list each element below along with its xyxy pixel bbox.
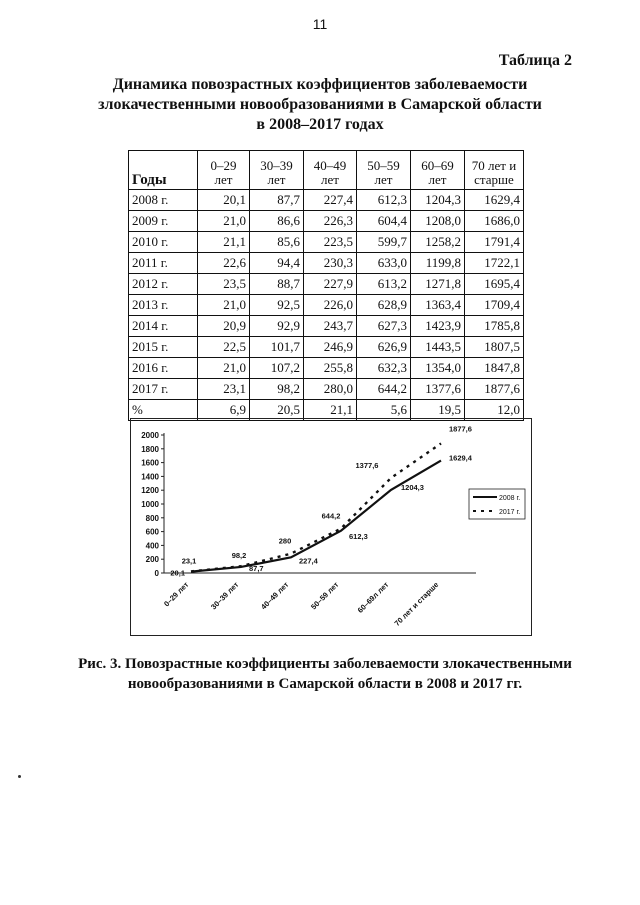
caption-line: Рис. 3. Повозрастные коэффициенты заболеваемости злокачественными — [78, 656, 572, 672]
value-cell: 1204,3 — [411, 190, 465, 211]
value-cell: 1208,0 — [411, 211, 465, 232]
row-year-cell: 2014 г. — [129, 316, 198, 337]
data-label-2008: 1204,3 — [401, 482, 424, 492]
table-row — [129, 358, 524, 379]
value-cell: 633,0 — [357, 253, 411, 274]
value-cell: 1686,0 — [465, 211, 524, 232]
value-cell: 23,5 — [198, 274, 250, 295]
value-cell: 227,9 — [304, 274, 357, 295]
value-cell: 1271,8 — [411, 274, 465, 295]
x-category-label: 50–59 лет — [309, 580, 341, 612]
table-row — [129, 379, 524, 400]
value-cell: 12,0 — [465, 400, 524, 421]
row-year-cell: 2008 г. — [129, 190, 198, 211]
value-cell: 101,7 — [250, 337, 304, 358]
data-label-2008: 227,4 — [299, 556, 318, 566]
table-title-line: злокачественными новообразованиями в Самарской области — [98, 96, 542, 113]
value-cell: 88,7 — [250, 274, 304, 295]
value-cell: 22,6 — [198, 253, 250, 274]
value-cell: 604,4 — [357, 211, 411, 232]
row-year-cell: % — [129, 400, 198, 421]
value-cell: 1709,4 — [465, 295, 524, 316]
data-label-2017: 280 — [278, 536, 292, 546]
value-cell: 21,0 — [198, 295, 250, 316]
value-cell: 599,7 — [357, 232, 411, 253]
table-row — [129, 337, 524, 358]
table-row — [129, 295, 524, 316]
value-cell: 20,9 — [198, 316, 250, 337]
value-cell: 92,9 — [250, 316, 304, 337]
value-cell: 19,5 — [411, 400, 465, 421]
column-header-age: 50–59 лет — [357, 151, 411, 190]
data-label-2017: 644,2 — [321, 511, 341, 521]
row-year-cell: 2010 г. — [129, 232, 198, 253]
table-label: Таблица 2 — [498, 52, 572, 69]
value-cell: 243,7 — [304, 316, 357, 337]
value-cell: 1199,8 — [411, 253, 465, 274]
table-title — [60, 75, 580, 135]
value-cell: 1258,2 — [411, 232, 465, 253]
value-cell: 230,3 — [304, 253, 357, 274]
data-label-2008: 612,3 — [349, 531, 368, 541]
value-cell: 1354,0 — [411, 358, 465, 379]
y-tick-label: 2000 — [141, 431, 159, 440]
row-year-cell: 2015 г. — [129, 337, 198, 358]
y-tick-label: 600 — [145, 527, 159, 537]
value-cell: 98,2 — [250, 379, 304, 400]
margin-dot — [18, 775, 21, 778]
series-line-2008 — [191, 461, 441, 572]
value-cell: 1443,5 — [411, 337, 465, 358]
y-tick-label: 0 — [154, 569, 159, 578]
value-cell: 107,2 — [250, 358, 304, 379]
x-category-label: 0–29 лет — [161, 580, 191, 609]
value-cell: 1807,5 — [465, 337, 524, 358]
y-tick-label: 1800 — [141, 444, 159, 454]
figure-caption — [60, 654, 590, 694]
value-cell: 223,5 — [304, 232, 357, 253]
value-cell: 612,3 — [357, 190, 411, 211]
data-label-2008: 20,1 — [170, 568, 185, 578]
value-cell: 1695,4 — [465, 274, 524, 295]
value-cell: 226,0 — [304, 295, 357, 316]
y-tick-label: 200 — [145, 555, 159, 565]
x-category-label: 40–49 лет — [259, 580, 291, 612]
table-row — [129, 211, 524, 232]
y-tick-label: 1600 — [141, 458, 159, 468]
value-cell: 628,9 — [357, 295, 411, 316]
y-tick-label: 1200 — [141, 486, 159, 496]
table-row — [129, 253, 524, 274]
data-label-2017: 1877,6 — [449, 424, 472, 434]
value-cell: 23,1 — [198, 379, 250, 400]
data-label-2008: 87,7 — [249, 563, 264, 573]
series-line-2017 — [191, 443, 441, 571]
table-row — [129, 232, 524, 253]
value-cell: 1791,4 — [465, 232, 524, 253]
data-label-2017: 1377,6 — [355, 460, 379, 470]
value-cell: 87,7 — [250, 190, 304, 211]
data-label-2017: 98,2 — [231, 551, 247, 561]
value-cell: 1785,8 — [465, 316, 524, 337]
table-title-line: Динамика повозрастных коэффициентов заболеваемости — [112, 76, 528, 93]
legend-label-2017: 2017 г. — [499, 509, 521, 516]
value-cell: 92,5 — [250, 295, 304, 316]
value-cell: 85,6 — [250, 232, 304, 253]
column-header-age: 0–29 лет — [198, 151, 250, 190]
column-header-age: 30–39 лет — [250, 151, 304, 190]
value-cell: 255,8 — [304, 358, 357, 379]
table-header-row — [129, 151, 524, 190]
value-cell: 613,2 — [357, 274, 411, 295]
value-cell: 21,0 — [198, 211, 250, 232]
value-cell: 20,5 — [250, 400, 304, 421]
value-cell: 22,5 — [198, 337, 250, 358]
table-row — [129, 274, 524, 295]
page-number: 11 — [312, 16, 328, 32]
row-year-cell: 2016 г. — [129, 358, 198, 379]
column-header-years: Годы — [129, 151, 198, 190]
value-cell: 627,3 — [357, 316, 411, 337]
value-cell: 1629,4 — [465, 190, 524, 211]
value-cell: 6,9 — [198, 400, 250, 421]
row-year-cell: 2009 г. — [129, 211, 198, 232]
value-cell: 626,9 — [357, 337, 411, 358]
value-cell: 226,3 — [304, 211, 357, 232]
value-cell: 5,6 — [357, 400, 411, 421]
value-cell: 246,9 — [304, 337, 357, 358]
value-cell: 94,4 — [250, 253, 304, 274]
row-year-cell: 2012 г. — [129, 274, 198, 295]
column-header-age: 60–69 лет — [411, 151, 465, 190]
value-cell: 1363,4 — [411, 295, 465, 316]
value-cell: 280,0 — [304, 379, 357, 400]
y-tick-label: 800 — [145, 513, 159, 523]
value-cell: 21,0 — [198, 358, 250, 379]
value-cell: 21,1 — [198, 232, 250, 253]
x-category-label: 70 лет и старше — [392, 580, 441, 628]
value-cell: 1423,9 — [411, 316, 465, 337]
value-cell: 21,1 — [304, 400, 357, 421]
value-cell: 20,1 — [198, 190, 250, 211]
row-year-cell: 2011 г. — [129, 253, 198, 274]
x-category-label: 60–69л лет — [355, 580, 391, 615]
value-cell: 1377,6 — [411, 379, 465, 400]
caption-line: новообразованиями в Самарской области в 2008 и 2017 гг. — [127, 676, 523, 692]
value-cell: 1877,6 — [465, 379, 524, 400]
value-cell: 1722,1 — [465, 253, 524, 274]
y-tick-label: 1400 — [141, 472, 159, 482]
y-tick-label: 1000 — [141, 500, 159, 509]
column-header-age: 70 лет и старше — [465, 151, 524, 190]
table-title-line: в 2008–2017 годах — [256, 116, 384, 133]
table-row — [129, 316, 524, 337]
value-cell: 1847,8 — [465, 358, 524, 379]
row-year-cell: 2013 г. — [129, 295, 198, 316]
value-cell: 86,6 — [250, 211, 304, 232]
column-header-age: 40–49 лет — [304, 151, 357, 190]
incidence-line-chart — [131, 419, 531, 635]
x-category-label: 30–39 лет — [209, 580, 241, 612]
value-cell: 632,3 — [357, 358, 411, 379]
value-cell: 644,2 — [357, 379, 411, 400]
legend-label-2008: 2008 г. — [499, 495, 521, 502]
incidence-table — [128, 150, 524, 421]
data-label-2008: 1629,4 — [449, 453, 472, 463]
y-tick-label: 400 — [145, 541, 159, 551]
data-label-2017: 23,1 — [181, 556, 197, 566]
table-row — [129, 190, 524, 211]
value-cell: 227,4 — [304, 190, 357, 211]
row-year-cell: 2017 г. — [129, 379, 198, 400]
chart-frame — [130, 418, 532, 636]
